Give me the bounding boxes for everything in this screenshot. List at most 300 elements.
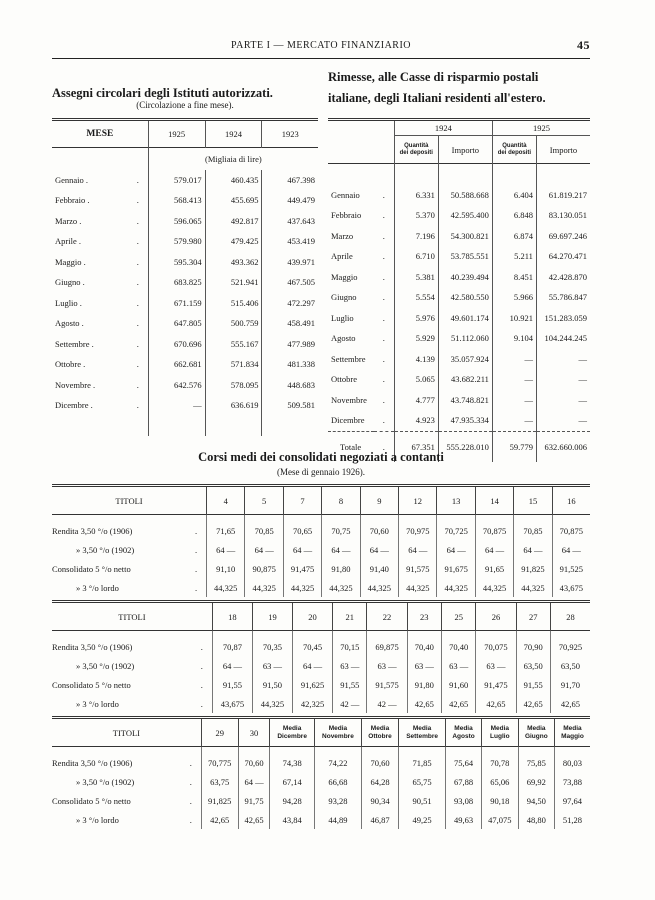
security-label: Consolidato 5 °/o netto: [52, 679, 131, 690]
value-cell: 47,075: [481, 810, 518, 829]
value-cell: 73,88: [554, 772, 590, 791]
value-cell: 94,28: [270, 791, 314, 810]
table-row: [328, 246, 590, 267]
value-cell: 67,88: [446, 772, 482, 791]
value-cell: 90,51: [399, 791, 446, 810]
col-header-line: Giugno: [524, 732, 548, 740]
value-cell: 63,50: [550, 656, 590, 675]
rimesse-title-1: Rimesse, alle Casse di risparmio postali: [328, 70, 539, 84]
value-cell: 51,28: [554, 810, 590, 829]
value-cell: 5.370: [394, 205, 438, 226]
value-cell: 91,575: [399, 559, 437, 578]
col-year: 1924: [394, 120, 492, 136]
table-row: [52, 375, 318, 396]
leader-dot: .: [382, 251, 385, 262]
col-header: 22: [367, 602, 407, 631]
leader-dot: .: [136, 277, 139, 288]
month-label: Marzo: [331, 230, 354, 241]
leader-dot: .: [136, 256, 139, 267]
value-cell: 6.710: [394, 246, 438, 267]
table-row: [328, 205, 590, 226]
value-cell: 10.921: [492, 308, 536, 329]
leader-dot: .: [194, 563, 198, 574]
value-cell: 35.057.924: [438, 349, 492, 370]
table-row: [52, 515, 590, 541]
month-label: Dicembre .: [55, 400, 93, 411]
unit-label: (Migliaia di lire): [148, 148, 318, 170]
security-label: » 3,50 °/o (1902): [76, 544, 135, 555]
value-cell: 90,34: [362, 791, 399, 810]
value-cell: 42,65: [442, 694, 476, 713]
value-cell: 671.159: [148, 293, 205, 314]
leader-dot: .: [382, 333, 385, 344]
value-cell: 6.848: [492, 205, 536, 226]
value-cell: 43,675: [552, 578, 590, 597]
table-row: [328, 308, 590, 329]
value-cell: —: [148, 395, 205, 416]
value-cell: 91,55: [516, 675, 550, 694]
col-header: 29: [201, 718, 238, 747]
value-cell: 479.425: [205, 231, 262, 252]
value-cell: 64 —: [212, 656, 252, 675]
value-cell: 493.362: [205, 252, 262, 273]
security-label: » 3 °/o lordo: [76, 698, 119, 709]
value-cell: 70,60: [360, 515, 398, 541]
value-cell: 70,15: [333, 631, 367, 657]
value-cell: 42.428.870: [536, 267, 590, 288]
corsi-table-block: [52, 484, 590, 597]
leader-dot: .: [136, 359, 139, 370]
col-year: 1923: [262, 120, 318, 148]
spacer-row: [52, 416, 318, 437]
leader-dot: .: [194, 582, 198, 593]
leader-dot: .: [136, 338, 139, 349]
col-header-line: Media: [370, 724, 390, 732]
value-cell: 596.065: [148, 211, 205, 232]
value-cell: 63 —: [442, 656, 476, 675]
value-cell: 74,22: [314, 747, 361, 773]
leader-dot: .: [200, 641, 203, 652]
value-cell: 6.404: [492, 185, 536, 206]
value-cell: 70,975: [399, 515, 437, 541]
value-cell: 472.297: [262, 293, 318, 314]
col-header-line: Luglio: [490, 732, 510, 740]
value-cell: 69,92: [518, 772, 554, 791]
corsi-title: Corsi medi dei consolidati negoziati a contanti: [198, 450, 444, 464]
col-header: 25: [442, 602, 476, 631]
month-label: Ottobre .: [55, 359, 86, 370]
value-cell: 91,80: [407, 675, 441, 694]
col-header: 19: [252, 602, 292, 631]
value-cell: 91,625: [292, 675, 332, 694]
value-cell: 5.065: [394, 369, 438, 390]
month-label: Maggio: [331, 271, 358, 282]
month-label: Settembre: [331, 353, 366, 364]
value-cell: 42 —: [333, 694, 367, 713]
value-cell: 90,18: [481, 791, 518, 810]
value-cell: 63,75: [201, 772, 238, 791]
table-row: [52, 252, 318, 273]
value-cell: —: [492, 390, 536, 411]
value-cell: 44,325: [475, 578, 513, 597]
value-cell: 5.211: [492, 246, 536, 267]
value-cell: 579.017: [148, 170, 205, 191]
table-row: [52, 354, 318, 375]
leader-dot: .: [382, 441, 385, 452]
value-cell: 64 —: [437, 540, 475, 559]
value-cell: 568.413: [148, 190, 205, 211]
col-header-line: Agosto: [452, 732, 475, 740]
value-cell: 151.283.059: [536, 308, 590, 329]
value-cell: 63 —: [252, 656, 292, 675]
col-header: [270, 718, 314, 747]
month-label: Dicembre: [331, 415, 365, 426]
col-header-line: Media: [412, 724, 432, 732]
leader-dot: .: [382, 210, 385, 221]
col-header: [399, 718, 446, 747]
value-cell: 64 —: [245, 540, 283, 559]
value-cell: 578.095: [205, 375, 262, 396]
month-label: Febbraio: [331, 210, 362, 221]
value-cell: 70,875: [475, 515, 513, 541]
leader-dot: .: [382, 271, 385, 282]
header-rule: [52, 58, 590, 59]
leader-dot: .: [136, 236, 139, 247]
value-cell: 455.695: [205, 190, 262, 211]
col-header: 8: [322, 486, 360, 515]
table-row: [52, 772, 590, 791]
total-value: 59.779: [492, 431, 536, 462]
security-label: » 3,50 °/o (1902): [76, 776, 135, 787]
col-header: 5: [245, 486, 283, 515]
value-cell: 64,28: [362, 772, 399, 791]
value-cell: 46,87: [362, 810, 399, 829]
col-header: [446, 718, 482, 747]
col-header: 15: [514, 486, 552, 515]
value-cell: 70,775: [201, 747, 238, 773]
value-cell: 43.682.211: [438, 369, 492, 390]
value-cell: 70,725: [437, 515, 475, 541]
col-titoli: TITOLI: [112, 727, 140, 738]
col-header: [481, 718, 518, 747]
col-header-line: Media: [454, 724, 473, 732]
value-cell: 50.588.668: [438, 185, 492, 206]
value-cell: 64 —: [360, 540, 398, 559]
leader-dot: .: [382, 312, 385, 323]
value-cell: 91,575: [367, 675, 407, 694]
month-label: Aprile .: [55, 236, 81, 247]
leader-dot: .: [189, 757, 192, 768]
col-header: 4: [207, 486, 245, 515]
value-cell: 4.139: [394, 349, 438, 370]
value-cell: 44,325: [399, 578, 437, 597]
value-cell: 70,85: [245, 515, 283, 541]
value-cell: 91,55: [212, 675, 252, 694]
total-value: 67.351: [394, 431, 438, 462]
value-cell: 91,525: [552, 559, 590, 578]
value-cell: 75,64: [446, 747, 482, 773]
value-cell: 449.479: [262, 190, 318, 211]
month-label: Gennaio .: [55, 174, 89, 185]
value-cell: 64 —: [283, 540, 321, 559]
security-label: » 3,50 °/o (1902): [76, 660, 135, 671]
value-cell: 44,325: [245, 578, 283, 597]
value-cell: 43.748.821: [438, 390, 492, 411]
col-year: 1924: [205, 120, 262, 148]
table-row: [328, 185, 590, 206]
leader-dot: .: [382, 292, 385, 303]
table-row: [52, 190, 318, 211]
col-titoli: TITOLI: [118, 611, 146, 622]
value-cell: 44,325: [322, 578, 360, 597]
value-cell: 74,38: [270, 747, 314, 773]
value-cell: 67,14: [270, 772, 314, 791]
table-row: [328, 349, 590, 370]
value-cell: 64 —: [514, 540, 552, 559]
assegni-title: Assegni circolari degli Istituti autorizzati.: [52, 86, 273, 100]
value-cell: 49,25: [399, 810, 446, 829]
col-header-line: Ottobre: [368, 732, 392, 740]
col-header: 27: [516, 602, 550, 631]
table-row: [328, 390, 590, 411]
table-row: [328, 410, 590, 431]
leader-dot: .: [200, 660, 203, 671]
value-cell: —: [492, 369, 536, 390]
value-cell: 477.989: [262, 334, 318, 355]
value-cell: 70,75: [322, 515, 360, 541]
security-label: Consolidato 5 °/o netto: [52, 563, 131, 574]
col-header-line: Novembre: [322, 732, 354, 740]
month-label: Aprile: [331, 251, 353, 262]
value-cell: 42,65: [201, 810, 238, 829]
value-cell: 83.130.051: [536, 205, 590, 226]
rimesse-title-2: italiane, degli Italiani residenti all'estero.: [328, 91, 546, 105]
leader-dot: .: [382, 353, 385, 364]
value-cell: 439.971: [262, 252, 318, 273]
value-cell: 42 —: [367, 694, 407, 713]
col-header: [518, 718, 554, 747]
leader-dot: .: [382, 415, 385, 426]
value-cell: 64 —: [322, 540, 360, 559]
value-cell: 509.581: [262, 395, 318, 416]
value-cell: 70,875: [552, 515, 590, 541]
leader-dot: .: [136, 174, 139, 185]
corsi-subtitle: (Mese di gennaio 1926).: [277, 467, 365, 477]
value-cell: 71,85: [399, 747, 446, 773]
col-header: 7: [283, 486, 321, 515]
value-cell: 42.580.550: [438, 287, 492, 308]
value-cell: 42,65: [476, 694, 516, 713]
value-cell: 49.601.174: [438, 308, 492, 329]
month-label: Marzo .: [55, 215, 82, 226]
col-header-line: Media: [328, 724, 348, 732]
value-cell: 70,87: [212, 631, 252, 657]
table-row: [328, 267, 590, 288]
value-cell: 64 —: [292, 656, 332, 675]
col-mese: MESE: [86, 129, 114, 139]
security-label: » 3 °/o lordo: [76, 814, 119, 825]
header-row: [52, 486, 590, 515]
amount-label: Importo: [536, 136, 590, 164]
value-cell: 93,08: [446, 791, 482, 810]
col-header-line: Media: [527, 724, 546, 732]
header-row: [52, 602, 590, 631]
value-cell: 63 —: [476, 656, 516, 675]
rimesse-table: [328, 118, 590, 462]
header-row: [52, 718, 590, 747]
value-cell: 64 —: [475, 540, 513, 559]
value-cell: 63,50: [516, 656, 550, 675]
value-cell: 642.576: [148, 375, 205, 396]
table-row: [52, 631, 590, 657]
table-row: [328, 369, 590, 390]
month-label: Maggio .: [55, 256, 86, 267]
leader-dot: .: [189, 776, 192, 787]
value-cell: 104.244.245: [536, 328, 590, 349]
leader-dot: .: [382, 230, 385, 241]
value-cell: —: [536, 349, 590, 370]
value-cell: 43,675: [212, 694, 252, 713]
value-cell: 4.777: [394, 390, 438, 411]
table-row: [52, 170, 318, 191]
leader-dot: .: [382, 394, 385, 405]
security-label: Rendita 3,50 °/o (1906): [52, 525, 133, 536]
col-header-line: Media: [563, 724, 582, 732]
value-cell: 63 —: [333, 656, 367, 675]
leader-dot: .: [136, 400, 139, 411]
qty-label: dei depositi: [497, 149, 532, 156]
security-label: » 3 °/o lordo: [76, 582, 119, 593]
page-number: 45: [577, 38, 590, 52]
table-row: [52, 810, 590, 829]
value-cell: 5.554: [394, 287, 438, 308]
value-cell: 64.270.471: [536, 246, 590, 267]
value-cell: 42,65: [550, 694, 590, 713]
value-cell: 44,325: [360, 578, 398, 597]
value-cell: 6.874: [492, 226, 536, 247]
table-row: [52, 272, 318, 293]
value-cell: 670.696: [148, 334, 205, 355]
col-titoli: TITOLI: [115, 495, 143, 506]
table-row: [52, 656, 590, 675]
value-cell: 42,65: [407, 694, 441, 713]
table-row: [52, 578, 590, 597]
value-cell: 91,50: [252, 675, 292, 694]
amount-label: Importo: [438, 136, 492, 164]
value-cell: 93,28: [314, 791, 361, 810]
value-cell: 6.331: [394, 185, 438, 206]
value-cell: 636.619: [205, 395, 262, 416]
col-header-line: Settembre: [406, 732, 438, 740]
month-label: Novembre .: [55, 379, 96, 390]
col-header: [314, 718, 361, 747]
col-header: 21: [333, 602, 367, 631]
value-cell: 44,89: [314, 810, 361, 829]
value-cell: 467.505: [262, 272, 318, 293]
value-cell: 458.491: [262, 313, 318, 334]
table-row: [52, 313, 318, 334]
value-cell: 54.300.821: [438, 226, 492, 247]
table-row: [52, 293, 318, 314]
value-cell: 70,45: [292, 631, 332, 657]
value-cell: 70,65: [283, 515, 321, 541]
value-cell: 91,65: [475, 559, 513, 578]
value-cell: 5.966: [492, 287, 536, 308]
value-cell: 70,075: [476, 631, 516, 657]
value-cell: 97,64: [554, 791, 590, 810]
value-cell: 69,875: [367, 631, 407, 657]
value-cell: 70,925: [550, 631, 590, 657]
value-cell: 44,325: [252, 694, 292, 713]
value-cell: 91,475: [476, 675, 516, 694]
value-cell: 4.923: [394, 410, 438, 431]
value-cell: 42.595.400: [438, 205, 492, 226]
assegni-subtitle: (Circolazione a fine mese).: [136, 100, 234, 110]
value-cell: 48,80: [518, 810, 554, 829]
value-cell: 44,325: [437, 578, 475, 597]
value-cell: 91,675: [437, 559, 475, 578]
leader-dot: .: [200, 679, 203, 690]
value-cell: 49,63: [446, 810, 482, 829]
value-cell: 64 —: [207, 540, 245, 559]
value-cell: 53.785.551: [438, 246, 492, 267]
value-cell: 64 —: [238, 772, 270, 791]
value-cell: —: [536, 390, 590, 411]
leader-dot: .: [136, 318, 139, 329]
col-header-line: Dicembre: [277, 732, 307, 740]
value-cell: 595.304: [148, 252, 205, 273]
qty-label: dei depositi: [399, 149, 433, 156]
month-label: Agosto .: [55, 318, 84, 329]
col-header: 14: [475, 486, 513, 515]
value-cell: 555.167: [205, 334, 262, 355]
value-cell: 5.381: [394, 267, 438, 288]
leader-dot: .: [189, 795, 192, 806]
leader-dot: .: [136, 215, 139, 226]
value-cell: —: [536, 410, 590, 431]
value-cell: 9.104: [492, 328, 536, 349]
value-cell: 500.759: [205, 313, 262, 334]
value-cell: 91,70: [550, 675, 590, 694]
col-header-line: Maggio: [561, 732, 584, 740]
table-row: [328, 226, 590, 247]
leader-dot: .: [189, 814, 192, 825]
security-label: Rendita 3,50 °/o (1906): [52, 757, 133, 768]
leader-dot: .: [382, 374, 385, 385]
value-cell: 91,40: [360, 559, 398, 578]
col-header: 28: [550, 602, 590, 631]
assegni-table: [52, 118, 318, 436]
table-row: [52, 559, 590, 578]
month-label: Settembre .: [55, 338, 94, 349]
col-header: [362, 718, 399, 747]
table-row: [52, 675, 590, 694]
value-cell: 44,325: [207, 578, 245, 597]
corsi-table-block: [52, 600, 590, 713]
col-year: 1925: [492, 120, 590, 136]
value-cell: 467.398: [262, 170, 318, 191]
col-year: 1925: [148, 120, 205, 148]
col-header-line: Media: [490, 724, 510, 732]
value-cell: —: [492, 349, 536, 370]
value-cell: 40.239.494: [438, 267, 492, 288]
value-cell: 44,325: [283, 578, 321, 597]
table-row: [52, 211, 318, 232]
value-cell: 70,35: [252, 631, 292, 657]
corsi-table-block: [52, 716, 590, 829]
value-cell: 5.929: [394, 328, 438, 349]
value-cell: 91,10: [207, 559, 245, 578]
